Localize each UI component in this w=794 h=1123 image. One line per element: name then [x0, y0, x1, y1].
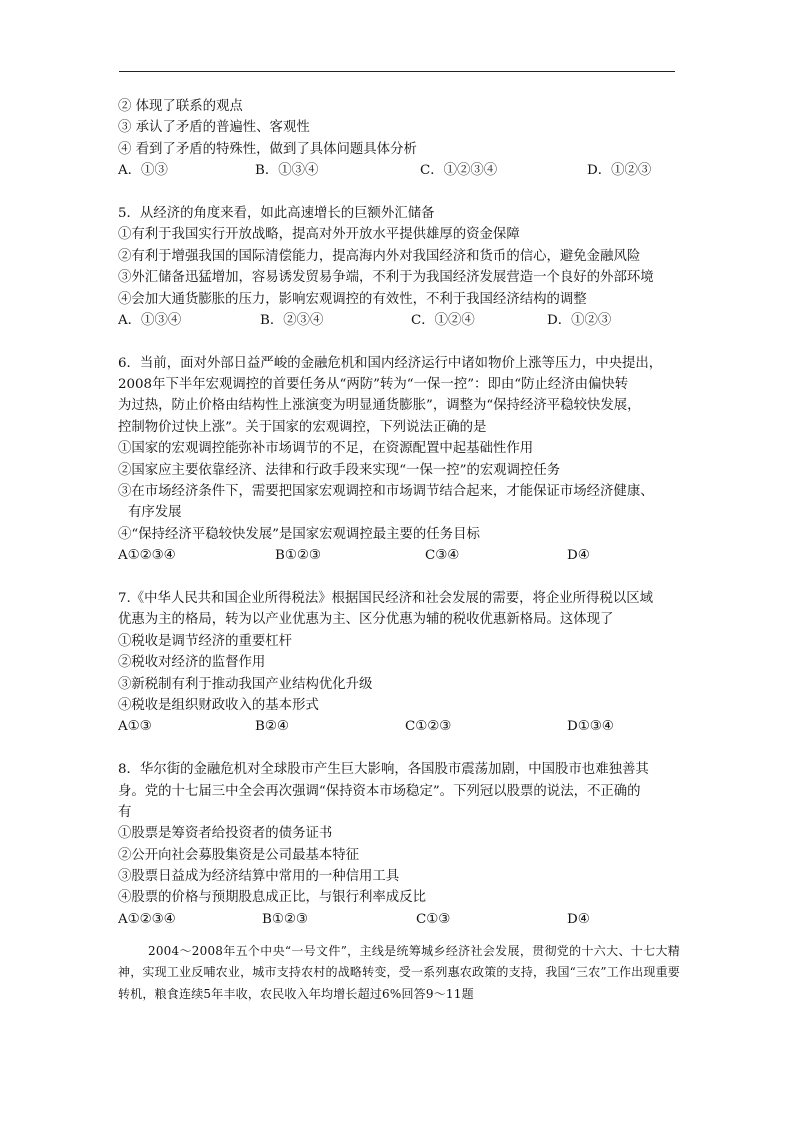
option-d: D①③④: [567, 719, 614, 735]
option-a: A①②③④: [118, 911, 176, 927]
statement: ②公开向社会募股集资是公司最基本特征: [118, 847, 360, 863]
question-stem-line: 7.《中华人民共和国企业所得税法》根据国民经济和社会发展的需要，将企业所得税以区域: [118, 590, 654, 606]
statement: ④ 看到了矛盾的特殊性，做到了具体问题具体分析: [118, 141, 417, 157]
option-b: B①②③: [262, 911, 308, 927]
option-d: D④: [567, 548, 590, 564]
statement: ④会加大通货膨胀的压力，影响宏观调控的有效性，不利于我国经济结构的调整: [118, 291, 587, 307]
option-a: A①③: [118, 719, 152, 735]
option-c: C．①②③④: [420, 163, 498, 179]
header-rule: [119, 71, 675, 72]
question-8: [118, 759, 680, 930]
question-6: [118, 353, 680, 567]
option-b: B①②③: [275, 548, 321, 564]
question-7: [118, 588, 680, 738]
statement: ② 体现了联系的观点: [118, 99, 243, 114]
option-c: C．①②④: [411, 312, 475, 328]
option-d: D．①②③: [587, 163, 652, 179]
statement: ①有利于我国实行开放战略，提高对外开放水平提供雄厚的资金保障: [118, 227, 520, 243]
option-a: A．①③④: [118, 312, 182, 328]
option-d: D．①②③: [547, 312, 612, 328]
statement: ③股票日益成为经济结算中常用的一种信用工具: [118, 869, 400, 885]
question-5: [118, 203, 680, 331]
statement: ③ 承认了矛盾的普遍性、客观性: [118, 120, 310, 136]
option-b: B②④: [255, 719, 289, 735]
option-c: C③④: [425, 548, 460, 564]
answer-options: [118, 545, 680, 566]
statement: ①税收是调节经济的重要杠杆: [118, 633, 293, 649]
question-stem: 5．从经济的角度来看，如此高速增长的巨额外汇储备: [118, 205, 435, 221]
question-4-tail: [118, 96, 680, 182]
statement: ③外汇储备迅猛增加，容易诱发贸易争端，不利于为我国经济发展营造一个良好的外部环境: [118, 270, 654, 286]
answer-options: [118, 716, 680, 737]
option-d: D④: [567, 911, 590, 927]
statement-continuation: 有序发展: [128, 505, 182, 521]
option-a: A①②③④: [118, 548, 176, 564]
statement: ②税收对经济的监督作用: [118, 655, 266, 671]
option-c: C①②③: [405, 719, 452, 735]
question-stem-line: 8．华尔街的金融危机对全球股市产生巨大影响，各国股市震荡加剧，中国股市也难独善其: [118, 762, 649, 778]
statement: ③新税制有利于推动我国产业结构优化升级: [118, 676, 373, 692]
statement: ①股票是筹资者给投资者的债务证书: [118, 826, 333, 842]
material-paragraph: 2004～2008年五个中央“一号文件”，主线是统筹城乡经济社会发展，贯彻党的十六大、十七大精神，实现工业反哺农业，城市支持农村的战略转变，受一系列惠农政策的支持，我国“三农”工作出现重要转机，粮食连续5年丰收，农民收入年均增长超过6%回答9～11题: [118, 944, 680, 1001]
option-b: B．②③④: [260, 312, 324, 328]
option-c: C①③: [416, 911, 451, 927]
option-a: A．①③: [118, 163, 168, 179]
question-stem-line: 控制物价过快上涨”。关于国家的宏观调控，下列说法正确的是: [118, 419, 487, 435]
statement: ①国家的宏观调控能弥补市场调节的不足，在资源配置中起基础性作用: [118, 441, 534, 457]
question-stem-line: 优惠为主的格局，转为以产业优惠为主、区分优惠为辅的税收优惠新格局。这体现了: [118, 612, 614, 628]
question-stem-line: 为过热，防止价格由结构性上涨演变为明显通货膨胀”，调整为“保持经济平稳较快发展，: [118, 398, 641, 414]
question-stem-line: 有: [118, 804, 132, 820]
answer-options: [118, 310, 680, 331]
question-stem-line: 身。党的十七届三中全会再次强调“保持资本市场稳定”。下列冠以股票的说法，不正确的: [118, 783, 641, 799]
statement: ②国家应主要依靠经济、法律和行政手段来实现“一保一控”的宏观调控任务: [118, 462, 561, 478]
document-body: [118, 96, 680, 1005]
statement: ②有利于增强我国的国际清偿能力，提高海内外对我国经济和货币的信心，避免金融风险: [118, 248, 641, 264]
statement: ④税收是组织财政收入的基本形式: [118, 697, 319, 713]
question-stem-line: 2008年下半年宏观调控的首要任务从“两防”转为“一保一控”：即由“防止经济由偏快转: [118, 377, 629, 393]
option-b: B．①③④: [255, 163, 319, 179]
statement: ③在市场经济条件下，需要把国家宏观调控和市场调节结合起来，才能保证市场经济健康、: [118, 484, 654, 500]
question-stem-line: 6．当前，面对外部日益严峻的金融危机和国内经济运行中诸如物价上涨等压力，中央提出，: [118, 355, 663, 371]
statement: ④股票的价格与预期股息成正比，与银行利率成反比: [118, 890, 426, 906]
answer-options: [118, 909, 680, 930]
answer-options: [118, 160, 680, 181]
statement: ④“保持经济平稳较快发展”是国家宏观调控最主要的任务目标: [118, 526, 480, 542]
